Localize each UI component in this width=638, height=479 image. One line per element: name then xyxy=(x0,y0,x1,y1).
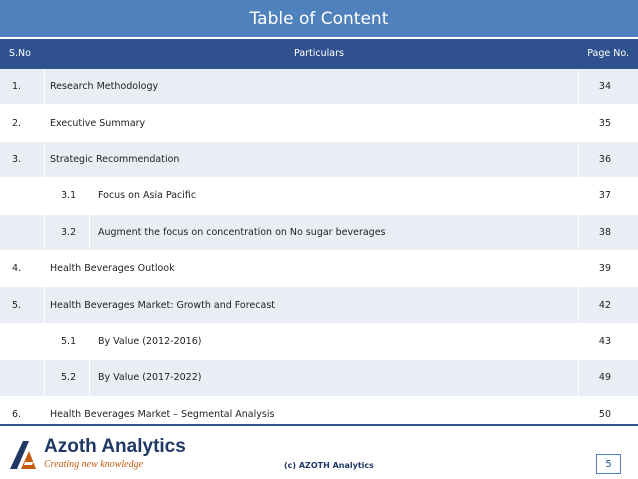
header-sno: S.No xyxy=(9,48,31,59)
row-page: 35 xyxy=(578,105,638,140)
row-title: By Value (2017-2022) xyxy=(89,360,201,395)
row-number: 3. xyxy=(12,153,22,165)
row-number: 2. xyxy=(12,117,22,129)
row-title: By Value (2012-2016) xyxy=(89,324,201,359)
row-page: 37 xyxy=(578,178,638,213)
row-title: Executive Summary xyxy=(44,105,145,140)
table-row xyxy=(0,105,638,141)
header-page-no: Page No. xyxy=(587,48,629,59)
copyright-text: (c) AZOTH Analytics xyxy=(284,461,374,470)
row-sub-number: 3.2 xyxy=(44,215,89,250)
row-number: 6. xyxy=(12,408,22,420)
row-title: Health Beverages Market – Segmental Analysis xyxy=(44,397,274,432)
page-number: 5 xyxy=(596,454,621,474)
table-row xyxy=(0,397,638,433)
row-page: 36 xyxy=(578,142,638,177)
row-number: 5. xyxy=(12,299,22,311)
header-particulars: Particulars xyxy=(294,48,344,59)
table-row xyxy=(0,69,638,105)
table-row xyxy=(0,142,638,178)
logo-name: Azoth Analytics xyxy=(44,436,186,457)
row-title: Health Beverages Outlook xyxy=(44,251,175,286)
row-title: Health Beverages Market: Growth and Forecast xyxy=(44,287,275,322)
table-header xyxy=(0,39,638,69)
row-page: 49 xyxy=(578,360,638,395)
row-page: 39 xyxy=(578,251,638,286)
row-page: 42 xyxy=(578,287,638,322)
row-page: 38 xyxy=(578,215,638,250)
row-number: 4. xyxy=(12,263,22,275)
table-row xyxy=(0,215,638,251)
row-title: Research Methodology xyxy=(44,69,158,104)
row-title: Augment the focus on concentration on No sugar beverages xyxy=(89,215,386,250)
row-sub-number: 5.2 xyxy=(44,360,89,395)
row-number: 1. xyxy=(12,81,22,93)
logo-tagline: Creating new knowledge xyxy=(44,459,144,470)
toc-table xyxy=(0,69,638,433)
row-sub-number: 5.1 xyxy=(44,324,89,359)
table-row xyxy=(0,178,638,214)
table-row xyxy=(0,251,638,287)
page-title: Table of Content xyxy=(0,0,638,37)
azoth-logo-icon xyxy=(8,437,42,471)
table-row xyxy=(0,360,638,396)
row-title: Strategic Recommendation xyxy=(44,142,179,177)
row-sub-number: 3.1 xyxy=(44,178,89,213)
row-page: 50 xyxy=(578,397,638,432)
row-title: Focus on Asia Pacific xyxy=(89,178,196,213)
company-logo xyxy=(8,436,208,476)
row-page: 43 xyxy=(578,324,638,359)
row-page: 34 xyxy=(578,69,638,104)
table-row xyxy=(0,324,638,360)
footer-divider xyxy=(0,424,638,426)
table-row xyxy=(0,287,638,323)
